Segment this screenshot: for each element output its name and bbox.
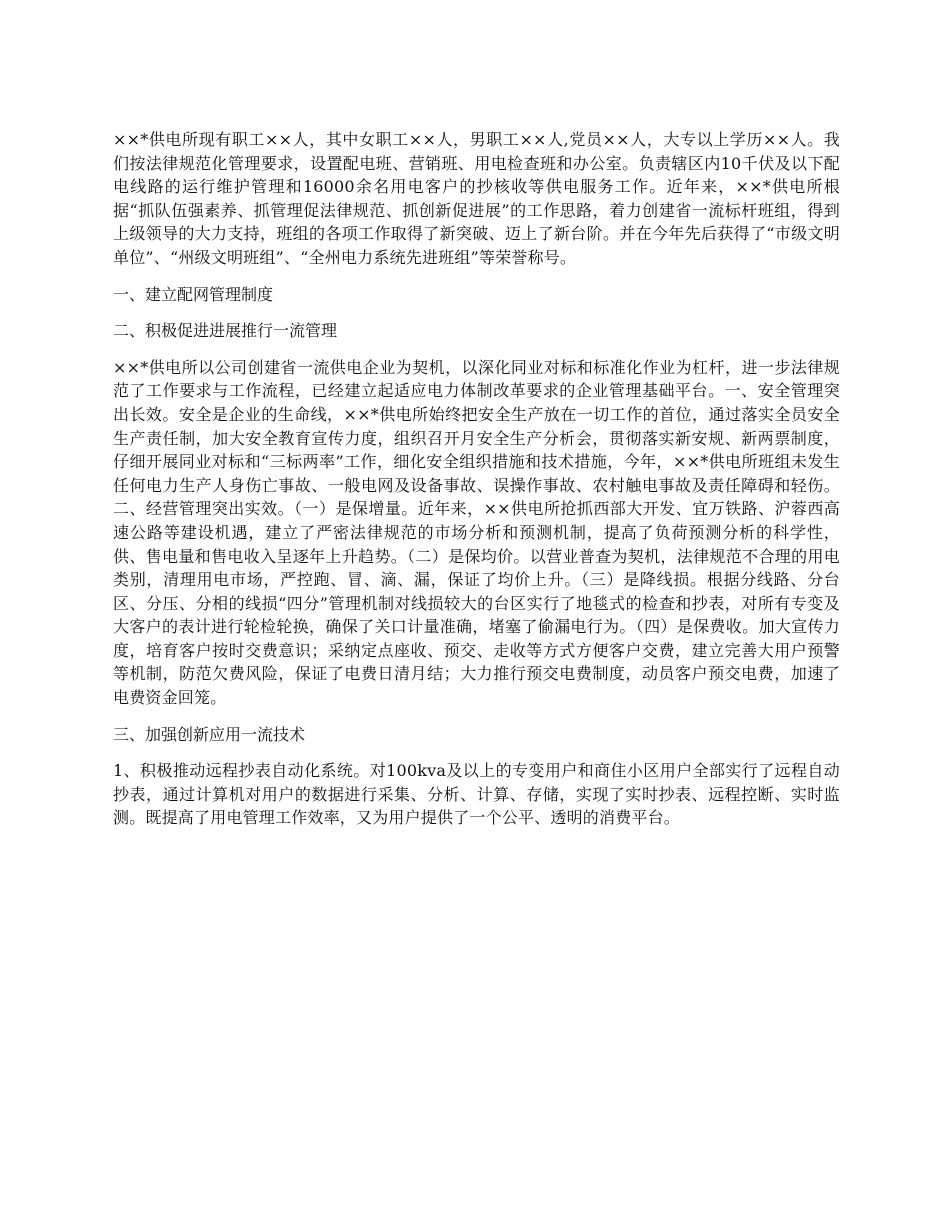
section-heading-2: 二、积极促进进展推行一流管理 <box>113 321 338 341</box>
document-page <box>113 128 840 843</box>
section-heading-3: 三、加强创新应用一流技术 <box>113 724 306 744</box>
section-heading-1: 一、建立配网管理制度 <box>113 284 274 304</box>
intro-paragraph: ××*供电所现有职工××人，其中女职工××人，男职工××人,党员××人，大专以上学历××人。我们按法律规范化管理要求，设置配电班、营销班、用电检查班和办公室。负责辖区内10千伏及以下配电线路的运行维护管理和16000余名用电客户的抄核收等供电服务工作。近年来，××*供电所根据“抓队伍强素养、抓管理促法律规范、抓创新促进展”的工作思路，着力创建省一流标杆班组，得到上级领导的大力支持，班组的各项工作取得了新突破、迈上了新台阶。并在今年先后获得了“市级文明单位”、“州级文明班组”、“全州电力系统先进班组”等荣誉称号。 <box>113 130 840 267</box>
management-paragraph: ××*供电所以公司创建省一流供电企业为契机，以深化同业对标和标准化作业为杠杆，进一步法律规范了工作要求与工作流程，已经建立起适应电力体制改革要求的企业管理基础平台。一、安全管理突出长效。安全是企业的生命线，××*供电所始终把安全生产放在一切工作的首位，通过落实全员安全生产责任制，加大安全教育宣传力度，组织召开月安全生产分析会，贯彻落实新安规、新两票制度，仔细开展同业对标和“三标两率”工作，细化安全组织措施和技术措施，今年，××*供电所班组未发生任何电力生产人身伤亡事故、一般电网及设备事故、误操作事故、农村触电事故及责任障碍和轻伤。二、经营管理突出实效。（一）是保增量。近年来，××供电所抢抓西部大开发、宜万铁路、沪蓉西高速公路等建设机遇，建立了严密法律规范的市场分析和预测机制，提高了负荷预测分析的科学性，供、售电量和售电收入呈逐年上升趋势。（二）是保均价。以营业普查为契机，法律规范不合理的用电类别，清理用电市场，严控跑、冒、滴、漏，保证了均价上升。（三）是降线损。根据分线路、分台区、分压、分相的线损“四分”管理机制对线损较大的台区实行了地毯式的检查和抄表，对所有专变及大客户的表计进行轮检轮换，确保了关口计量准确，堵塞了偷漏电行为。（四）是保费收。加大宣传力度，培育客户按时交费意识；采纳定点座收、预交、走收等方式方便客户交费，建立完善大用户预警等机制，防范欠费风险，保证了电费日清月结；大力推行预交电费制度，动员客户预交电费，加速了电费资金回笼。 <box>113 357 840 708</box>
technology-paragraph: 1、积极推动远程抄表自动化系统。对100kva及以上的专变用户和商住小区用户全部实行了远程自动抄表，通过计算机对用户的数据进行采集、分析、计算、存储，实现了实时抄表、远程控断、实时监测。既提高了用电管理工作效率，又为用户提供了一个公平、透明的消费平台。 <box>113 761 840 828</box>
